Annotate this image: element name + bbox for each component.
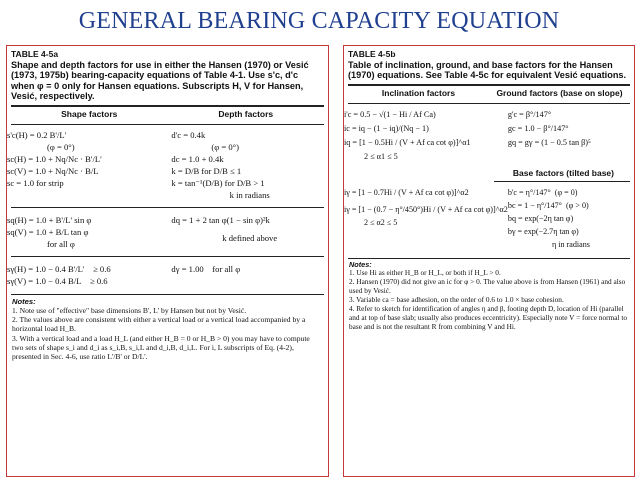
table-number: TABLE 4-5b [348,49,396,59]
base-factors-title: Base factors (tilted base) [512,167,614,178]
inclination-ground-block [344,104,634,168]
table-caption: Table of inclination, ground, and base factors for the Hansen (1970) equations. See Table 4-5c for equivalent Vesić equations. [348,59,627,80]
shape-eq: sγ(H) = 1.0 − 0.4 B'/L' ≥ 0.6 [7,263,111,274]
depth-cond: (φ = 0°) [211,141,239,152]
depth-eq: dq = 1 + 2 tan φ(1 − sin φ)²k [171,214,270,225]
col-ground-factors: Ground factors (base on slope) [496,87,623,98]
base-eq: b'c = η°/147° (φ = 0) [507,187,578,197]
depth-eq: dγ = 1.00 for all φ [171,263,241,274]
col-depth-factors: Depth factors [218,108,274,119]
table-header [7,46,328,102]
note-item: 4. Refer to sketch for identification of angles η and β, footing depth D, location of Hi (parallel and at top of base slab; usually also produces eccentricity). Especially note V = force normal to base and is not the resultant R from combining V and Hi. [349,304,628,331]
c-factors-block [7,125,328,205]
note-item: 3. Variable ca = base adhesion, on the order of 0.6 to 1.0 × base cohesion. [349,295,564,305]
ground-eq: gc = 1.0 − β°/147° [507,123,569,133]
table-4-5a-panel [6,45,329,477]
table-header [344,46,634,81]
notes-title: Notes: [349,259,372,269]
depth-eq: d'c = 0.4k [171,129,206,140]
shape-eq: sq(H) = 1.0 + B'/L' sin φ [7,214,92,225]
shape-eq: sc(H) = 1.0 + Nq/Nc · B'/L' [7,153,102,164]
shape-eq: sγ(V) = 1.0 − 0.4 B/L ≥ 0.6 [7,275,108,286]
incl-gamma-eq: iγ = [1 − (0.7 − η°/450°)Hi / (V + Af ca cot φ)]^α2 [344,204,508,214]
table-caption: Shape and depth factors for use in either the Hansen (1970) or Vesić (1973, 1975b) bearing-capacity equations of Table 4-1. Use s'c, d'c when φ = 0 only for Hansen equations. Subscripts H, V for Hansen, Vesić, respectively. [11,59,309,101]
shape-eq: s'c(H) = 0.2 B'/L' [7,129,67,140]
slide-title: GENERAL BEARING CAPACITY EQUATION [78,8,560,34]
depth-note: k in radians [229,189,270,200]
gamma-factors-block [7,259,328,291]
depth-eq: dc = 1.0 + 0.4k [171,153,224,164]
column-headers [344,86,634,100]
base-note: η in radians [551,239,590,249]
depth-eq: k = tan⁻¹(D/B) for D/B > 1 [171,177,265,188]
base-eq: bq = exp(−2η tan φ) [507,213,574,223]
base-block [344,182,634,255]
incl-range: 2 ≤ α1 ≤ 5 [364,151,398,161]
shape-note: for all φ [47,238,75,249]
shape-eq: sc = 1.0 for strip [7,177,64,188]
incl-gamma-eq: iγ = [1 − 0.7Hi / (V + Af ca cot φ)]^α2 [344,187,469,197]
table-4-5b-panel [343,45,635,477]
notes [344,259,634,334]
table-number: TABLE 4-5a [11,49,59,59]
note-item: 2. Hansen (1970) did not give an ic for φ > 0. The value above is from Hansen (1961) and also used by Vesić. [349,277,626,296]
notes [7,295,328,364]
note-item: 1. Use Hi as either H_B or H_L, or both if H_L > 0. [349,268,501,278]
shape-eq: sc(V) = 1.0 + Nq/Nc · B/L [7,165,99,176]
note-item: 3. With a vertical load and a load H_L (and either H_B = 0 or H_B > 0) you may have to compute two sets of shape s_i and d_i as s_i,B, s_i,L and d_i,B, d_i,L. For i, L subscripts of Eq. (4-2), presented in Sec. 4-6, use ratio L'/B' or D/L'. [12,333,310,362]
q-factors-block [7,210,328,254]
col-shape-factors: Shape factors [61,108,118,119]
incl-eq: iq = [1 − 0.5Hi / (V + Af ca cot φ)]^α1 [344,137,471,147]
depth-note: k defined above [222,232,278,243]
incl-range: 2 ≤ α2 ≤ 5 [364,217,398,227]
incl-eq: i'c = 0.5 − √(1 − Hi / Af Ca) [344,109,436,119]
note-item: 2. The values above are consistent with either a vertical load or a vertical load accompanied by a horizontal load H_B. [12,315,306,334]
column-headers [7,107,328,121]
depth-eq: k = D/B for D/B ≤ 1 [171,165,242,176]
incl-eq: ic = iq − (1 − iq)/(Nq − 1) [344,123,429,133]
ground-eq: gq = gγ = (1 − 0.5 tan β)⁵ [507,137,591,147]
notes-title: Notes: [12,296,36,306]
shape-eq: sq(V) = 1.0 + B/L tan φ [7,226,89,237]
shape-cond: (φ = 0°) [47,141,75,152]
base-eq: bγ = exp(−2.7η tan φ) [507,226,579,236]
note-item: 1. Note use of "effective" base dimensions B', L' by Hansen but not by Vesić. [12,305,247,315]
col-inclination-factors: Inclination factors [381,87,456,98]
ground-eq: g'c = β°/147° [507,109,552,119]
base-eq: bc = 1 − η°/147° (φ > 0) [507,200,589,210]
